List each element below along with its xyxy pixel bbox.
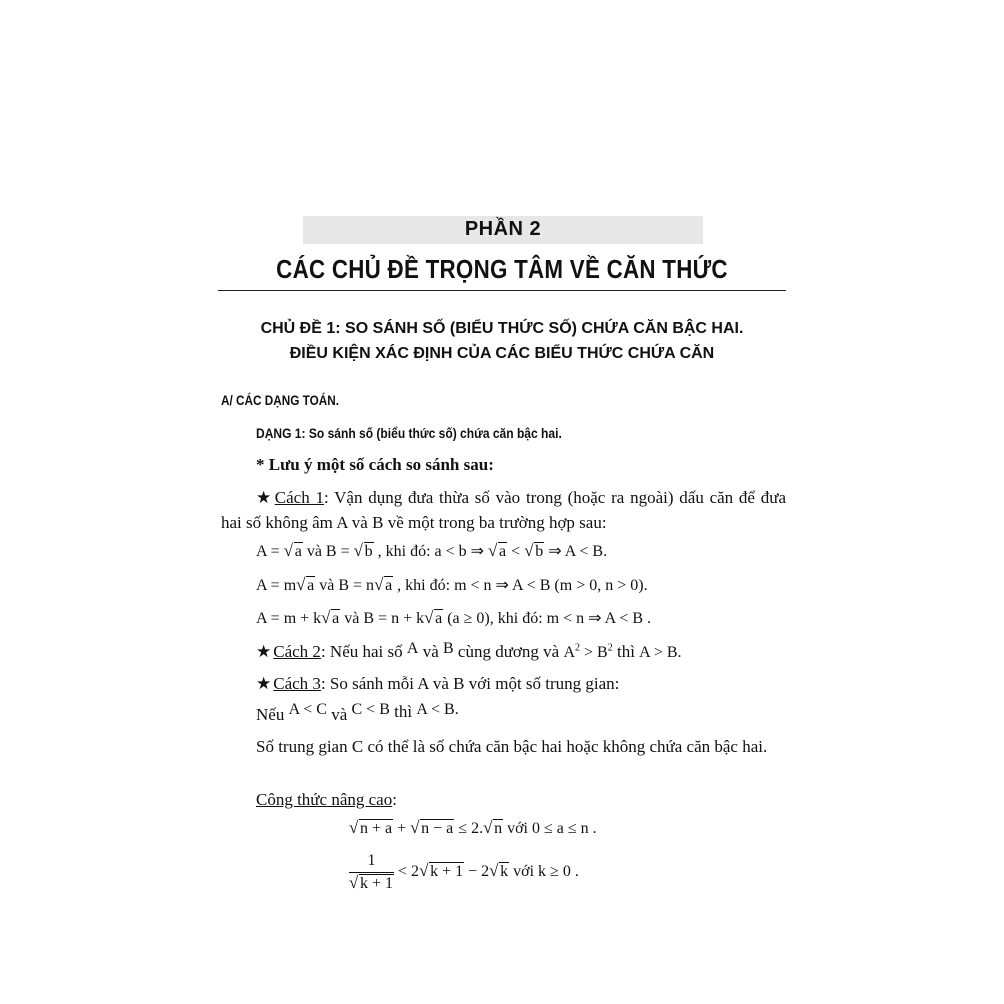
case-2-condition: m < n ⇒ A < B (m > 0, n > 0). [454,577,648,594]
sqrt-k [490,863,509,881]
note-heading: * Lưu ý một số cách so sánh sau: [256,455,494,474]
radicand: a [435,610,443,627]
method-2-result: A > B. [639,644,682,661]
radicand: a [332,610,340,627]
star-icon: ★ [256,674,272,693]
intermediate-paragraph: Số trung gian C có thể là số chứa căn bậc hai hoặc không chứa căn bậc hai. [256,737,768,756]
section-heading: A/ CÁC DẠNG TOÁN. [221,392,340,408]
minus: − 2 [464,863,490,881]
method-3-line [256,674,619,694]
case-3-b-lhs: B = n + k [363,610,425,627]
condition-2: C < B [351,701,390,718]
radicand: k + 1 [430,863,464,881]
leq: ≤ 2. [454,820,484,837]
radicand: a [307,577,315,594]
case-2-b-lhs: B = n [338,577,375,594]
sqrt-n-minus-a [411,820,454,838]
conj-and: và [326,705,352,724]
conj-and: và [340,610,364,627]
conj-and: và [315,577,339,594]
condition-1: A < C [288,701,327,718]
ineq-lhs: A [563,644,576,661]
method-1-label: Cách 1 [274,488,324,507]
sqrt-a [425,610,443,628]
radicand: n + a [360,820,393,837]
radicand: a [499,543,507,560]
advanced-formula-2 [349,852,579,893]
topic-heading-line-1: CHỦ ĐỀ 1: SO SÁNH SỐ (BIỂU THỨC SỐ) CHỨA CĂN BẬC HAI. [260,320,744,337]
radicand: b [364,543,373,560]
sqrt-a [297,577,315,595]
case-3-a-lhs: A = m + k [256,610,322,627]
less-than: < 2 [394,863,420,881]
exponent: 2 [575,642,581,654]
method-2-text-2: cùng dương và [453,642,564,661]
then-text: , khi đó: [489,610,547,627]
with-word: với [509,863,539,881]
radicand: b [535,543,544,560]
case-3-condition: m < n ⇒ A < B . [546,610,652,627]
method-1-text: : Vận dụng đưa thừa số vào trong (hoặc ra ngoài) dấu căn để đưa hai số không âm A và B về một trong ba trường hợp sau: [221,488,787,532]
case-3-domain: (a ≥ 0) [443,610,490,627]
chapter-title: CÁC CHỦ ĐỀ TRỌNG TÂM VỀ CĂN THỨC [276,254,728,284]
case-1-condition: a < b ⇒ [434,543,489,560]
method-2-line [256,642,682,662]
var-a: A [406,640,419,657]
method-3-text: : So sánh mỗi A và B với một số trung gian: [320,674,620,693]
sqrt-b [525,543,544,561]
topic-heading-line-2: ĐIỀU KIỆN XÁC ĐỊNH CỦA CÁC BIỂU THỨC CHỨA CĂN [289,345,715,362]
radicand: a [294,543,302,560]
var-b: B [442,640,454,657]
numerator: 1 [349,852,394,873]
sqrt-a [375,577,393,595]
then-text: , khi đó: [393,577,455,594]
advanced-formulas-heading [256,790,397,810]
radicand: k [500,863,509,881]
star-icon: ★ [256,642,272,661]
method-1-paragraph [221,485,786,535]
method-3-condition-line [256,702,459,722]
case-1-result: ⇒ A < B. [544,543,608,560]
method-2-text: : Nếu hai số [320,642,407,661]
method-3-label: Cách 3 [273,674,321,693]
method-2-label: Cách 2 [273,642,321,661]
conj-and: và [418,642,443,661]
case-1-b-lhs: B = [325,543,354,560]
ineq-rhs: > B [580,644,608,661]
radicand: k + 1 [360,875,394,892]
radicand: n − a [421,820,454,837]
title-divider [218,290,786,291]
case-1-formula [256,541,607,561]
advanced-formula-1 [349,820,597,838]
sqrt-n-plus-a [350,820,393,838]
formula-2-condition: k ≥ 0 . [538,863,579,881]
then-word: thì [612,642,640,661]
formula-1-condition: 0 ≤ a ≤ n . [531,820,597,837]
fraction [349,852,394,893]
case-1-a-lhs: A = [256,543,284,560]
denominator [349,873,394,893]
sqrt-a [322,610,340,628]
part-label: PHẦN 2 [464,218,542,240]
sqrt-a [285,543,303,561]
star-icon: ★ [256,488,273,507]
case-2-formula [256,575,648,595]
sqrt-n [484,820,503,838]
problem-type-heading: DẠNG 1: So sánh số (biểu thức số) chứa căn bậc hai. [256,425,562,441]
exponent: 2 [607,642,613,654]
then-word: thì [389,702,417,721]
sqrt-a [489,543,507,561]
sqrt-k-plus-1 [350,875,394,893]
then-text: , khi đó: [373,543,435,560]
case-2-a-lhs: A = m [256,577,297,594]
advanced-formulas-label: Công thức nâng cao [256,790,393,809]
if-word: Nếu [256,705,289,724]
method-3-result: A < B. [416,701,459,718]
conj-and: và [302,543,326,560]
radicand: a [385,577,393,594]
colon: : [392,790,397,809]
sqrt-k-plus-1 [420,863,464,881]
less-than: < [507,543,525,560]
plus: + [393,820,411,837]
case-3-formula [256,608,651,628]
sqrt-b [355,543,374,561]
radicand: n [494,820,503,837]
with-word: với [503,820,532,837]
